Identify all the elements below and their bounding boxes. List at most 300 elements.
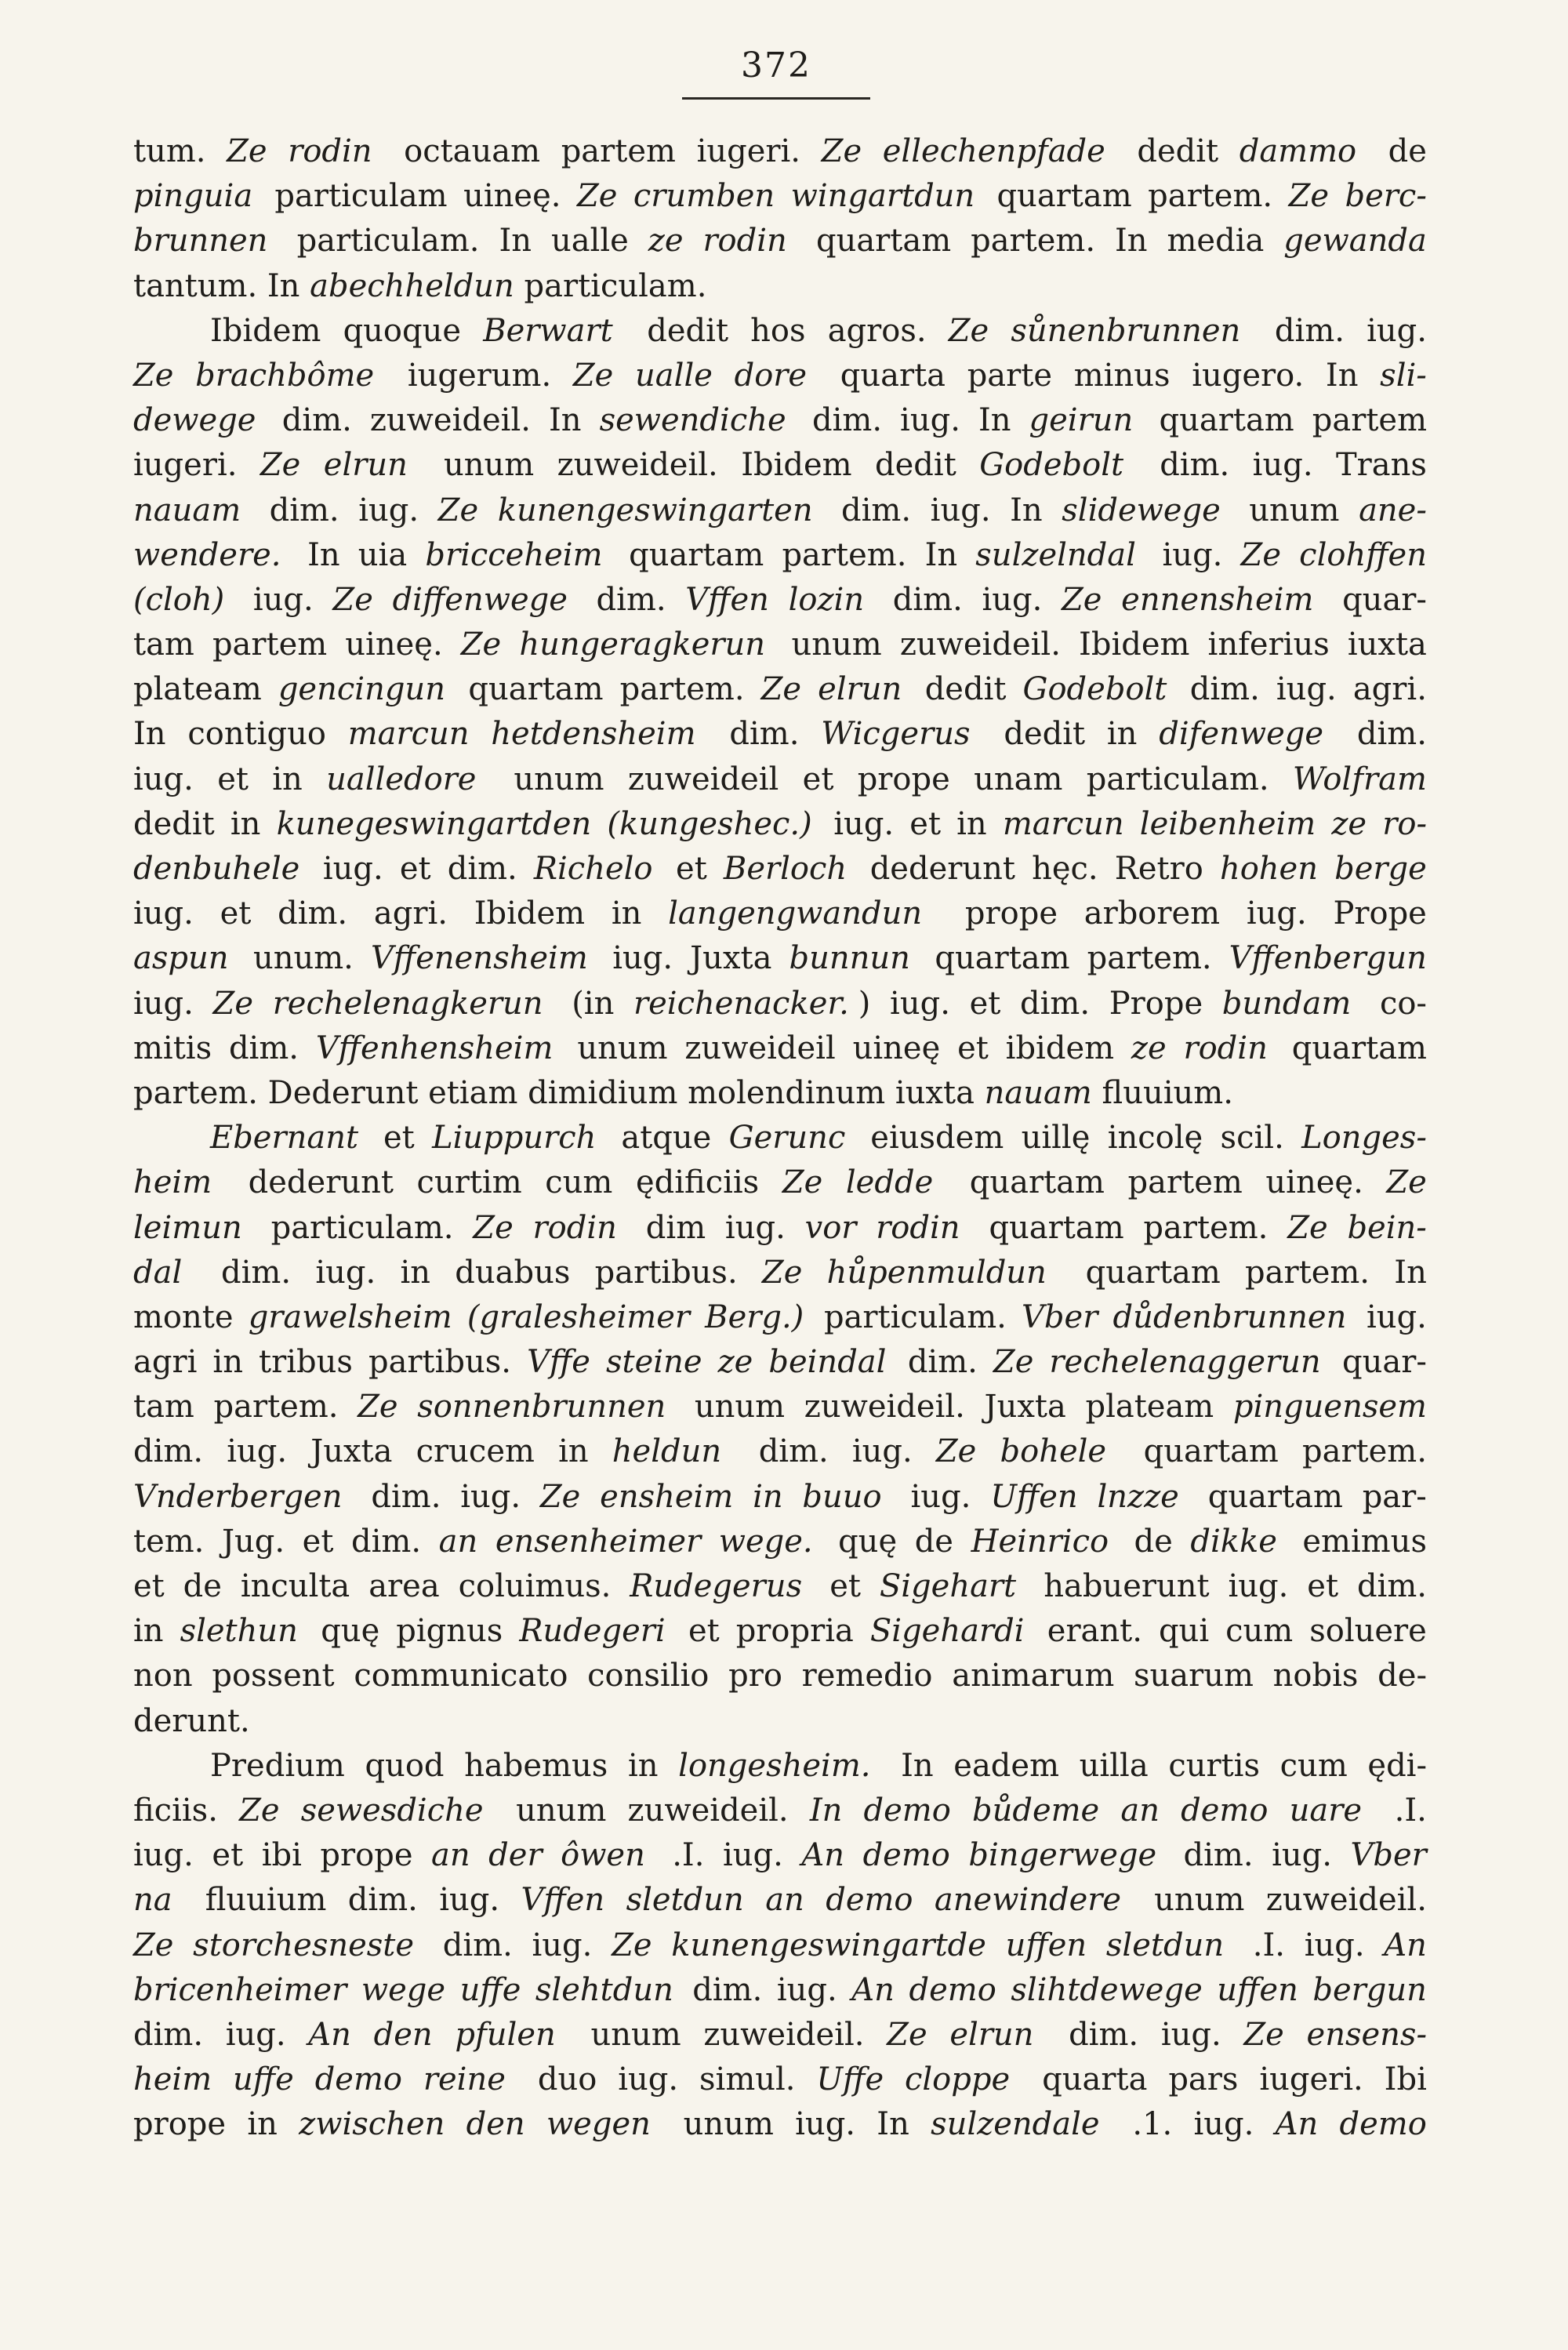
text: cum: [1225, 1613, 1303, 1650]
text: iugerum.: [407, 357, 561, 394]
text: [264, 398, 274, 443]
text: consilio: [587, 1658, 720, 1694]
text: remedio: [801, 1658, 943, 1694]
text: partem.: [1087, 940, 1222, 977]
text: In: [1394, 1254, 1427, 1291]
italic-text: hohen: [1219, 851, 1328, 887]
italic-text: Wicgerus: [821, 716, 971, 753]
text: de: [1388, 133, 1427, 169]
text-line: [133, 174, 1427, 219]
text: uineę.: [463, 178, 572, 215]
italic-text: bundam: [1221, 985, 1352, 1022]
text: uineę.: [1265, 1164, 1374, 1201]
text: iug.: [612, 940, 683, 977]
italic-text: pinguia: [133, 178, 253, 215]
text: [672, 1609, 682, 1654]
text: scil.: [1220, 1120, 1294, 1157]
text: iug.: [930, 492, 1001, 528]
text: propria: [735, 1613, 864, 1650]
text: [797, 219, 807, 263]
text: possent: [212, 1658, 345, 1694]
text: prope: [133, 2106, 236, 2143]
text: [809, 1295, 819, 1340]
text-line: [133, 1699, 1427, 1744]
text-line: [133, 1160, 1427, 1205]
italic-text: marcun: [347, 716, 480, 753]
text: [452, 667, 462, 712]
text: curtis: [1168, 1747, 1270, 1784]
italic-text: ro-: [1382, 805, 1427, 842]
text: suarum: [1133, 1658, 1264, 1694]
text: dim.: [1183, 1837, 1264, 1874]
text: [773, 623, 783, 667]
text: partem. Dederunt etiam dimidium molendinum iuxta: [133, 1074, 985, 1111]
text: iug.: [890, 985, 960, 1022]
italic-text: der: [488, 1837, 553, 1874]
italic-text: wingartdun: [790, 178, 975, 215]
text: In: [1115, 223, 1158, 260]
text-line: [133, 578, 1427, 623]
italic-text: Vffen: [685, 581, 779, 618]
italic-text: důdenbrunnen: [1112, 1298, 1347, 1335]
italic-text: sewendiche: [599, 402, 786, 439]
text: unum: [514, 761, 615, 797]
text-line: [133, 533, 1427, 578]
text: [1144, 533, 1154, 578]
italic-text: elrun: [949, 2016, 1034, 2053]
text: [1335, 712, 1345, 757]
italic-text: (gralesheimer: [466, 1298, 700, 1335]
text: [490, 757, 500, 802]
italic-text: Ze: [332, 581, 383, 618]
text: et: [133, 1568, 175, 1604]
text: iug.: [795, 2106, 866, 2143]
text: [675, 1385, 685, 1429]
text: et: [957, 1030, 999, 1066]
header-rule: [682, 97, 870, 100]
text: iug.: [833, 805, 904, 842]
text: ): [858, 985, 881, 1022]
italic-text: Vnderbergen: [133, 1478, 343, 1515]
text: [307, 847, 317, 892]
text: [577, 578, 587, 623]
italic-text: (cloh): [133, 581, 225, 618]
text: uineę.: [345, 627, 453, 663]
text: et: [1307, 1568, 1348, 1604]
italic-text: demo: [863, 1792, 961, 1829]
text: particulam.: [296, 223, 490, 260]
text: In: [1010, 492, 1053, 528]
text: prope: [857, 761, 960, 797]
text: dederunt: [248, 1164, 404, 1201]
italic-text: pinguensem: [1232, 1389, 1427, 1426]
text: dim.: [692, 1971, 773, 2008]
italic-text: berc-: [1345, 178, 1427, 215]
text: partem.: [1301, 1433, 1427, 1470]
italic-text: an: [765, 1882, 815, 1919]
text: crucem: [416, 1433, 545, 1470]
text: [909, 667, 919, 712]
text-line: [133, 1923, 1427, 1968]
text-line: [133, 1878, 1427, 1923]
text: derunt.: [133, 1702, 250, 1739]
text-line: [133, 1206, 1427, 1251]
text: dim.: [1160, 447, 1240, 484]
text: unum: [1249, 492, 1350, 528]
text: dim.: [281, 402, 362, 439]
text: quartam: [989, 1209, 1134, 1246]
text: unum: [791, 627, 892, 663]
italic-text: reichenacker.: [633, 985, 849, 1022]
text: [1025, 1564, 1035, 1609]
italic-text: demo: [314, 2061, 412, 2098]
text: [794, 398, 804, 443]
text: cum: [1279, 1747, 1358, 1784]
text-line: [133, 1475, 1427, 1520]
text: de-: [1377, 1658, 1427, 1694]
text: [304, 1609, 314, 1654]
text: In: [924, 536, 967, 573]
text: et: [802, 761, 844, 797]
text: dim.: [596, 581, 677, 618]
text: .I.: [1252, 1927, 1295, 1963]
text: quartam: [1085, 1254, 1231, 1291]
text: in: [558, 1433, 599, 1470]
text-line: [133, 354, 1427, 398]
text: agri.: [373, 895, 458, 932]
text: zuweideil.: [899, 627, 1071, 663]
text: [854, 847, 864, 892]
italic-text: Godebolt: [1022, 671, 1167, 708]
text-line: [133, 1026, 1427, 1071]
italic-text: bohele: [1000, 1433, 1107, 1470]
text: zuweideil.: [369, 402, 541, 439]
text: iug.: [1228, 1568, 1299, 1604]
text: [1116, 129, 1127, 174]
text-line: [133, 1968, 1427, 2013]
text: dim: [645, 1209, 716, 1246]
italic-text: storchesneste: [193, 1927, 415, 1963]
text: [1031, 1609, 1041, 1654]
italic-text: Ze: [887, 2016, 938, 2053]
text-line: [133, 1654, 1427, 1698]
italic-text: Berwart: [483, 312, 613, 349]
text: partem.: [782, 536, 917, 573]
italic-text: ualle: [635, 357, 723, 394]
italic-text: ane-: [1359, 492, 1427, 528]
italic-text: anewindere: [934, 1882, 1122, 1919]
text: quod: [365, 1747, 455, 1784]
italic-text: clohffen: [1299, 536, 1427, 573]
text: iug.: [225, 2016, 296, 2053]
text: [1111, 2102, 1121, 2147]
text: [1116, 1520, 1127, 1564]
text: iug.: [460, 1478, 531, 1515]
italic-text: na: [133, 1882, 172, 1919]
text: dim.: [841, 492, 921, 528]
italic-text: Ze: [782, 1164, 833, 1201]
text-line: [133, 1429, 1427, 1474]
text: iugeri.: [133, 447, 248, 484]
text: iug.: [724, 1209, 796, 1246]
text-line: [133, 1609, 1427, 1654]
italic-text: demo: [909, 1971, 1007, 2008]
italic-text: uare: [1289, 1792, 1363, 1829]
text: quartam: [629, 536, 774, 573]
italic-text: elrun: [818, 671, 902, 708]
text: dedit: [924, 671, 1017, 708]
text: [289, 533, 299, 578]
italic-text: ualledore: [326, 761, 477, 797]
text: agri.: [1352, 671, 1427, 708]
italic-text: Ze: [1240, 536, 1291, 573]
italic-text: Ze: [212, 985, 263, 1022]
text: [1373, 1789, 1383, 1833]
italic-text: Ze: [576, 178, 628, 215]
text: uilla: [1079, 1747, 1159, 1784]
text: iug.: [133, 761, 204, 797]
text-line: [133, 1295, 1427, 1340]
text: et: [676, 851, 717, 887]
text-line: [133, 1789, 1427, 1833]
italic-text: Ze: [473, 1209, 524, 1246]
italic-text: pfulen: [455, 2016, 556, 2053]
text: In: [133, 716, 176, 753]
italic-text: bergun: [1312, 1971, 1427, 2008]
text: quę: [321, 1613, 390, 1650]
italic-text: slihtdewege: [1011, 1971, 1213, 2008]
text: unam: [974, 761, 1073, 797]
text-line: [133, 936, 1427, 981]
text: Ibidem: [741, 447, 862, 484]
italic-text: Vffenhensheim: [315, 1030, 554, 1066]
text: partem.: [1245, 1254, 1380, 1291]
text-line: [133, 1071, 1427, 1116]
italic-text: difenwege: [1159, 716, 1324, 753]
italic-text: rodin: [288, 133, 372, 169]
text: Prope: [1109, 985, 1213, 1022]
text: iugeri.: [696, 133, 811, 169]
italic-text: Uffe: [816, 2061, 894, 2098]
text: prope: [964, 895, 1068, 932]
italic-text: sonnenbrunnen: [417, 1389, 666, 1426]
italic-text: Richelo: [533, 851, 653, 887]
text: [892, 1340, 902, 1385]
italic-text: longesheim.: [678, 1747, 871, 1784]
italic-text: slidewege: [1062, 492, 1221, 528]
italic-text: rodin: [702, 223, 787, 260]
text: in: [247, 2106, 288, 2143]
italic-text: dikke: [1190, 1523, 1277, 1560]
text: [946, 1160, 956, 1205]
text: Juxta: [690, 940, 782, 977]
italic-text: slehtdun: [535, 1971, 673, 2008]
text: uillę: [1021, 1120, 1101, 1157]
italic-text: Ze: [935, 1433, 987, 1470]
text: iug.: [1304, 1927, 1375, 1963]
text: dim.: [133, 1433, 213, 1470]
text: partem.: [213, 1389, 349, 1426]
text: dedit: [875, 447, 967, 484]
text: tribus: [259, 1344, 363, 1381]
italic-text: den: [373, 2016, 443, 2053]
italic-text: wege.: [718, 1523, 813, 1560]
text: [386, 354, 396, 398]
text: In: [307, 536, 350, 573]
text: et: [383, 1120, 425, 1157]
text: iug.: [133, 1837, 204, 1874]
text: eadem: [953, 1747, 1069, 1784]
text: monte: [133, 1298, 244, 1335]
text: coluimus.: [458, 1568, 622, 1604]
text: iuxta: [1347, 627, 1427, 663]
italic-text: hungeragkerun: [519, 627, 766, 663]
text: iug.: [532, 1927, 603, 1963]
italic-text: sletdun: [626, 1882, 754, 1919]
text: iug.: [133, 895, 204, 932]
text: dim.: [758, 1433, 839, 1470]
italic-text: demo: [862, 1837, 960, 1874]
text: ędi-: [1367, 1747, 1427, 1784]
italic-text: Ze: [1386, 1164, 1427, 1201]
italic-text: Ze: [821, 133, 872, 169]
body-text: [133, 129, 1427, 2147]
italic-text: geirun: [1029, 402, 1134, 439]
italic-text: An: [1384, 1927, 1427, 1963]
italic-text: gewanda: [1283, 223, 1427, 260]
italic-text: grawelsheim: [248, 1298, 463, 1335]
italic-text: rodin: [1183, 1030, 1268, 1066]
italic-text: denbuhele: [133, 851, 300, 887]
text: unum: [577, 1030, 678, 1066]
italic-text: bein-: [1347, 1209, 1427, 1246]
text: tam: [133, 627, 205, 663]
italic-text: Ze: [760, 671, 811, 708]
text: ficiis.: [133, 1792, 228, 1829]
text: et: [909, 805, 951, 842]
text: unum: [516, 1792, 617, 1829]
text: partem.: [1148, 178, 1283, 215]
text: in: [133, 1613, 174, 1650]
italic-text: sletdun: [1105, 1927, 1225, 1963]
text: octauam: [404, 133, 550, 169]
italic-text: ensheim: [600, 1478, 743, 1515]
text: .I.: [1394, 1792, 1427, 1829]
text: iug.: [439, 1882, 510, 1919]
text: zuweideil: [627, 761, 789, 797]
text: [818, 354, 829, 398]
italic-text: An: [851, 1971, 905, 2008]
text: ędificiis: [635, 1164, 769, 1201]
text-line: [133, 1744, 1427, 1789]
text: dim.: [1020, 985, 1100, 1022]
text: et: [220, 895, 262, 932]
text: in: [272, 761, 313, 797]
text: dim.: [347, 1882, 428, 1919]
text: In: [901, 1747, 944, 1784]
italic-text: in: [753, 1478, 793, 1515]
italic-text: Longes-: [1301, 1120, 1427, 1157]
italic-text: wendere.: [133, 536, 281, 573]
text: nobis: [1272, 1658, 1369, 1694]
text: Jug.: [221, 1523, 295, 1560]
text: [259, 174, 269, 219]
text: zuweideil.: [627, 1792, 799, 1829]
text: [1230, 489, 1240, 533]
text: Ibidem: [1079, 627, 1200, 663]
page-number: 372: [741, 45, 811, 85]
text: Trans: [1335, 447, 1427, 484]
italic-text: ze: [717, 1344, 764, 1381]
text: [1367, 129, 1377, 174]
italic-text: Ze: [761, 1254, 813, 1291]
text: [604, 1116, 614, 1160]
text: dim.: [729, 716, 810, 753]
text: .1.: [1132, 2106, 1182, 2143]
text-line: [133, 2102, 1427, 2147]
text-line: [133, 1385, 1427, 1429]
italic-text: Ze: [227, 133, 278, 169]
italic-text: Liuppurch: [432, 1120, 597, 1157]
text: pignus: [396, 1613, 514, 1650]
text: unum: [694, 1389, 795, 1426]
italic-text: An: [1275, 2106, 1328, 2143]
text: partem: [561, 133, 686, 169]
text: [595, 936, 605, 981]
italic-text: bunnun: [789, 940, 910, 977]
text: [1360, 982, 1370, 1026]
text: dim.: [1069, 2016, 1149, 2053]
italic-text: lnzze: [1097, 1478, 1179, 1515]
italic-text: gencingun: [278, 671, 445, 708]
text: qui: [1158, 1613, 1219, 1650]
italic-text: Wolfram: [1292, 761, 1427, 797]
text: et: [688, 1613, 730, 1650]
text: inferius: [1207, 627, 1340, 663]
text: [352, 1475, 362, 1520]
text: pars: [1168, 2061, 1249, 2098]
text-line: [133, 489, 1427, 533]
text: de: [1134, 1523, 1183, 1560]
text: prope: [320, 1837, 423, 1874]
text-line: [133, 757, 1427, 802]
text: iug.: [910, 1478, 982, 1515]
italic-text: Ze: [1288, 178, 1339, 215]
text: [873, 578, 884, 623]
text: [1285, 1520, 1295, 1564]
text: dedit: [647, 312, 739, 349]
text: [553, 982, 563, 1026]
text: iug.: [1160, 2016, 1232, 2053]
text-line: [133, 264, 1427, 309]
text: [1021, 2058, 1031, 2102]
italic-text: Ze: [993, 1344, 1044, 1381]
italic-text: abechheldun: [310, 267, 514, 304]
text: agros.: [827, 312, 937, 349]
italic-text: brunnen: [133, 223, 268, 260]
text: pro: [728, 1658, 793, 1694]
text: [659, 847, 670, 892]
text: unum: [683, 2106, 784, 2143]
text: particulam: [274, 178, 458, 215]
text: habemus: [464, 1747, 618, 1784]
italic-text: dewege: [133, 402, 256, 439]
italic-text: slethun: [180, 1613, 298, 1650]
text: dim.: [907, 1344, 988, 1381]
text: (in: [572, 985, 625, 1022]
text: partem: [1127, 1164, 1253, 1201]
text: iug.: [722, 1837, 793, 1874]
